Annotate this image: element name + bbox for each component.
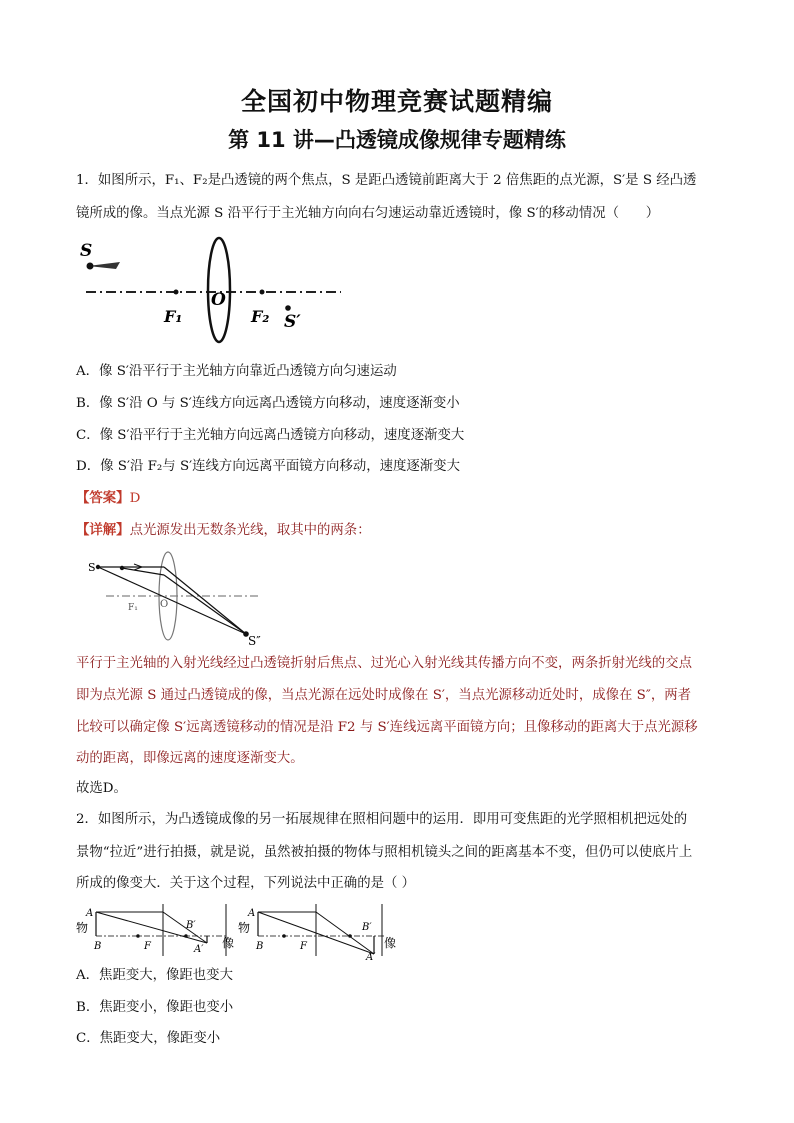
explanation-line-1: 平行于主光轴的入射光线经过凸透镜折射后焦点、过光心入射光线其传播方向不变，两条折射光线的交点 <box>76 656 692 671</box>
q2-right-label-xiang: 像 <box>384 936 396 950</box>
q2-right-ray1b <box>316 912 374 954</box>
q2-option-c: C．焦距变大，像距变小 <box>76 1031 221 1046</box>
q1-option-d: D．像 S′沿 F₂与 S′连线方向远离平面镜方向移动，速度逐渐变大 <box>76 459 460 474</box>
label-f2: F₂ <box>251 307 270 326</box>
q2-right-dot1 <box>282 934 286 938</box>
q2-left-dot2 <box>184 934 188 938</box>
q2-left-label-wu: 物 <box>76 921 89 935</box>
detail-label-f1: F₁ <box>128 603 138 613</box>
q2-stem-line3: 所成的像变大．关于这个过程，下列说法中正确的是（ ） <box>76 876 416 891</box>
detail-label-s: S <box>88 561 96 574</box>
image-s-prime-dot <box>285 305 291 311</box>
q1-stem-line1: 1．如图所示，F₁、F₂是凸透镜的两个焦点，S 是距凸透镜前距离大于 2 倍焦距的点光源，S′是 S 经凸透 <box>76 173 697 188</box>
page-title: 全国初中物理竞赛试题精编 <box>240 87 553 116</box>
q1-option-a: A．像 S′沿平行于主光轴方向靠近凸透镜方向匀速运动 <box>76 364 397 379</box>
focus-f1-dot <box>174 290 179 295</box>
q2-stem-line2: 景物“拉近”进行拍摄，就是说，虽然被拍摄的物体与照相机镜头之间的距离基本不变，但仍可以使底片上 <box>76 845 693 860</box>
q2-left-label-a: A <box>86 908 94 919</box>
label-s: S <box>80 241 93 261</box>
q2-left-label-f: F <box>144 941 151 952</box>
detail-label-s2: S″ <box>248 634 261 646</box>
detail-source-dot <box>96 565 100 569</box>
q2-right-label-a: A <box>248 908 256 919</box>
q2-left-label-a-prime: A′ <box>194 944 204 955</box>
detail-label-o: O <box>160 599 169 610</box>
label-f1: F₁ <box>164 307 183 326</box>
detail-source2-dot <box>120 566 124 570</box>
q1-conclusion: 故选D。 <box>76 781 127 796</box>
label-s-prime: S′ <box>284 312 301 332</box>
detail-intro: 点光源发出无数条光线，取其中的两条： <box>129 523 371 538</box>
ray-center <box>98 567 246 634</box>
explanation-line-3: 比较可以确定像 S′远离透镜移动的情况是沿 F2 与 S′连线远离平面镜方向；且像移动的距离大于点光源移 <box>76 720 698 735</box>
q2-left-label-b: B <box>94 941 102 952</box>
q2-right-label-b-prime: B′ <box>362 922 372 933</box>
q2-left-label-b-prime: B′ <box>186 920 196 931</box>
label-o: O <box>211 290 226 310</box>
focus-f2-dot <box>260 290 265 295</box>
ray-second <box>122 568 164 575</box>
q2-left-ray1b <box>163 912 207 943</box>
q2-right-label-b: B <box>256 941 264 952</box>
q1-detail-row <box>76 520 371 541</box>
q1-option-c: C．像 S′沿平行于主光轴方向远离凸透镜方向移动，速度逐渐变大 <box>76 428 465 443</box>
ray-refracted <box>164 567 246 634</box>
q2-stem-line1: 2．如图所示，为凸透镜成像的另一拓展规律在照相问题中的运用．即用可变焦距的光学照相机把远处的 <box>76 812 688 827</box>
q1-option-b: B．像 S′沿 O 与 S′连线方向远离凸透镜方向移动，速度逐渐变小 <box>76 396 460 411</box>
q2-left-dot1 <box>136 934 140 938</box>
q1-stem-line2: 镜所成的像。当点光源 S 沿平行于主光轴方向向右匀速运动靠近透镜时，像 S′的移动情况（ ） <box>76 206 660 221</box>
q2-left-label-xiang: 像 <box>222 936 235 950</box>
q2-option-a: A．焦距变大，像距也变大 <box>76 968 233 983</box>
q2-right-label-a-prime: A′ <box>366 952 376 960</box>
q2-right-label-f: F <box>300 941 307 952</box>
q2-right-label-wu: 物 <box>238 921 251 935</box>
q1-detail-figure <box>76 550 276 646</box>
explanation-line-4: 动的距离，即像远离的速度逐渐变大。 <box>76 751 304 766</box>
q1-lens-figure <box>76 232 356 348</box>
explanation-line-2: 即为点光源 S 通过凸透镜成的像，当点光源在远处时成像在 S′，当点光源移动近处时，成像在 S″，两者 <box>76 688 691 703</box>
answer-value: D <box>129 491 141 506</box>
answer-tag: 【答案】 <box>76 490 130 506</box>
page-subtitle: 第 11 讲—凸透镜成像规律专题精练 <box>228 128 566 152</box>
q2-right-dot2 <box>348 934 352 938</box>
detail-tag: 【详解】 <box>76 522 130 538</box>
q2-figures <box>76 898 396 960</box>
q1-answer-row <box>76 488 140 509</box>
light-source-dot <box>87 263 94 270</box>
q2-option-b: B．焦距变小，像距也变小 <box>76 1000 234 1015</box>
